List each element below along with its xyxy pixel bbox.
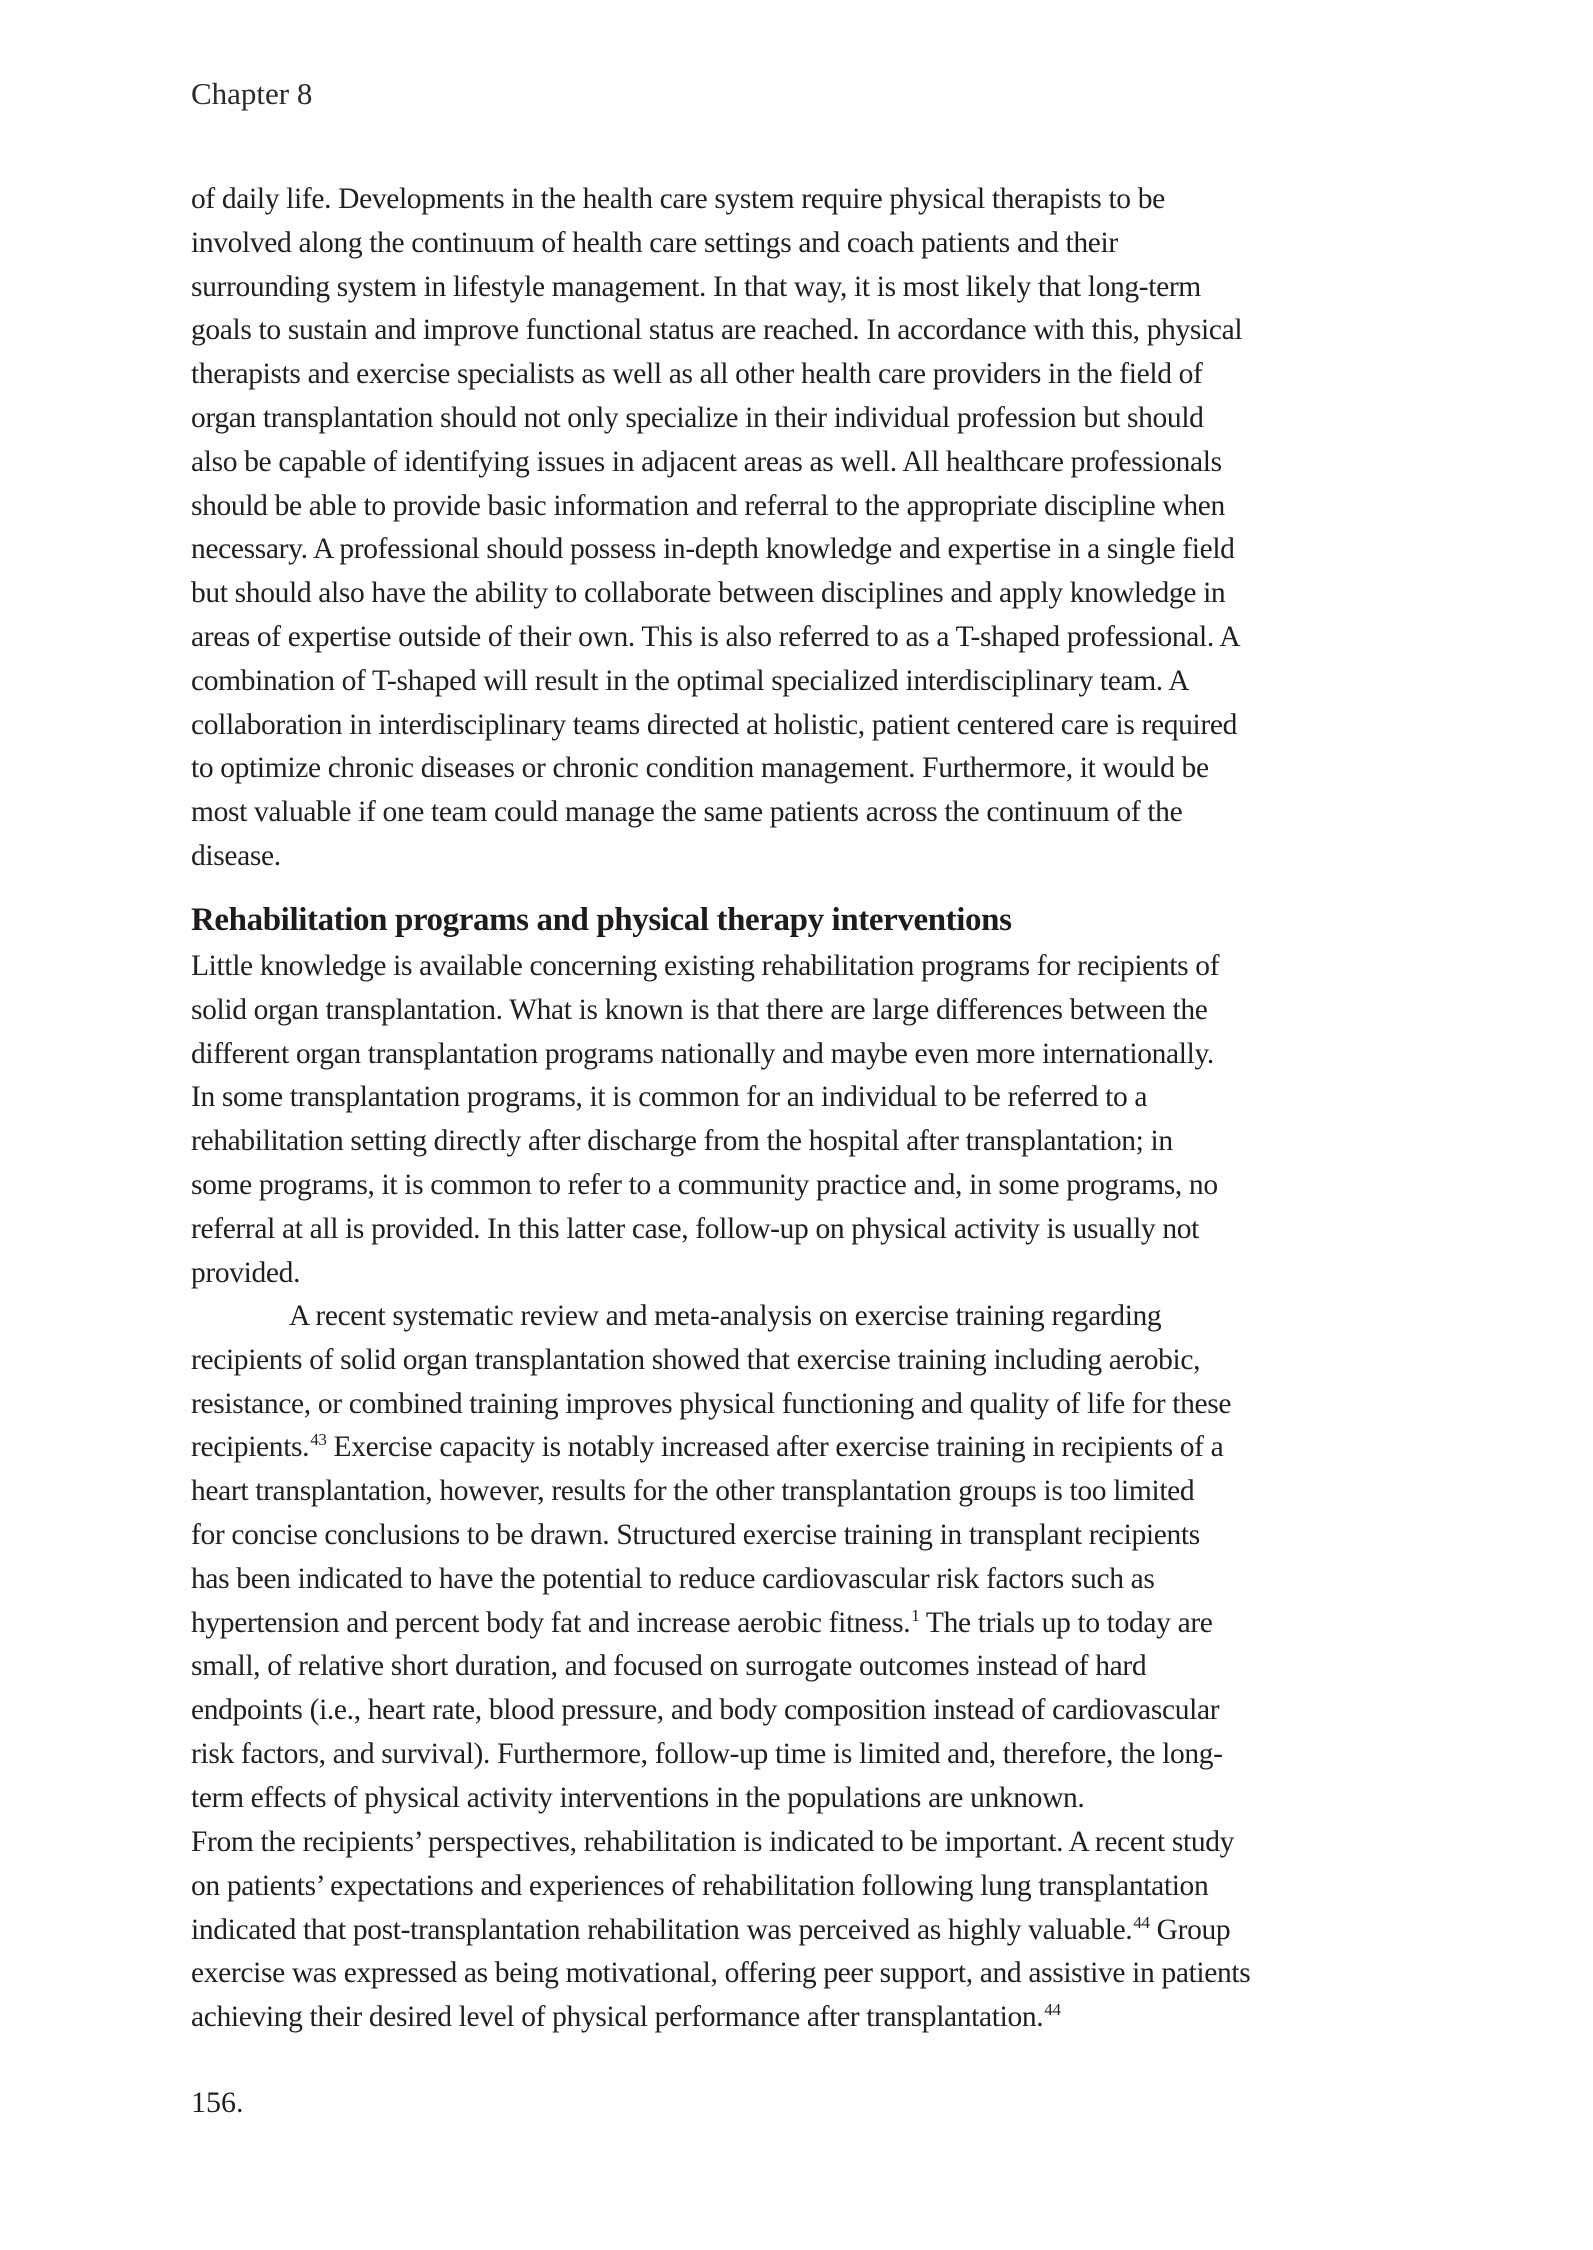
text-line: risk factors, and survival). Furthermore, follow-up time is limited and, therefore, the long-: [191, 1737, 1223, 1770]
text-line: involved along the continuum of health care settings and coach patients and their: [191, 226, 1118, 259]
text-line: of daily life. Developments in the health care system require physical therapists to be: [191, 183, 1165, 215]
text-line: collaboration in interdisciplinary teams directed at holistic, patient centered care is required: [191, 708, 1238, 741]
text-line: surrounding system in lifestyle management. In that way, it is most likely that long-term: [191, 270, 1201, 303]
text-line: on patients’ expectations and experiences of rehabilitation following lung transplantation: [191, 1869, 1209, 1902]
text-line: A recent systematic review and meta-analysis on exercise training regarding: [289, 1300, 1162, 1332]
citation-reference[interactable]: 1: [911, 1605, 920, 1625]
text-line: recipients of solid organ transplantation showed that exercise training including aerobic,: [191, 1343, 1201, 1376]
text-line: also be capable of identifying issues in adjacent areas as well. All healthcare professionals: [191, 445, 1222, 478]
text-line: for concise conclusions to be drawn. Structured exercise training in transplant recipients: [191, 1518, 1200, 1551]
text-run: The trials up to today are: [919, 1606, 1213, 1639]
text-line: resistance, or combined training improves physical functioning and quality of life for these: [191, 1387, 1232, 1420]
text-line: therapists and exercise specialists as well as all other health care providers in the field of: [191, 358, 1203, 391]
paragraph-continuation: [191, 178, 1421, 879]
page-number: 156.: [191, 2086, 244, 2119]
text-line: goals to sustain and improve functional status are reached. In accordance with this, physical: [191, 314, 1243, 347]
text-run: hypertension and percent body fat and increase aerobic fitness.: [191, 1606, 911, 1639]
text-line: referral at all is provided. In this latter case, follow-up on physical activity is usually not: [191, 1212, 1199, 1245]
text-line: but should also have the ability to collaborate between disciplines and apply knowledge in: [191, 577, 1226, 610]
text-line: provided.: [191, 1256, 301, 1289]
citation-reference[interactable]: 44: [1044, 2000, 1061, 2020]
text-run: recipients.: [191, 1431, 310, 1464]
text-line: most valuable if one team could manage the same patients across the continuum of the: [191, 796, 1183, 829]
text-line: combination of T-shaped will result in the optimal specialized interdisciplinary team. A: [191, 664, 1190, 697]
text-line: term effects of physical activity interventions in the populations are unknown.: [191, 1781, 1085, 1814]
paragraph: [191, 1295, 1421, 1821]
text-line: In some transplantation programs, it is common for an individual to be referred to a: [191, 1081, 1148, 1114]
section-heading: Rehabilitation programs and physical therapy interventions: [191, 902, 1012, 938]
text-run: indicated that post-transplantation rehabilitation was perceived as highly valuable.: [191, 1913, 1133, 1946]
text-line: exercise was expressed as being motivational, offering peer support, and assistive in patients: [191, 1957, 1251, 1990]
paragraph: [191, 1821, 1421, 2040]
text-line: disease.: [191, 839, 281, 872]
paragraph: [191, 945, 1421, 1295]
running-header: Chapter 8: [191, 76, 313, 111]
text-line: necessary. A professional should possess in-depth knowledge and expertise in a single field: [191, 533, 1235, 566]
text-line: areas of expertise outside of their own. This is also referred to as a T-shaped professional. A: [191, 620, 1241, 653]
text-line: [191, 1602, 1421, 1646]
text-line: rehabilitation setting directly after discharge from the hospital after transplantation; in: [191, 1125, 1173, 1158]
text-line: should be able to provide basic information and referral to the appropriate discipline when: [191, 489, 1225, 522]
text-run: achieving their desired level of physical performance after transplantation.: [191, 2001, 1044, 2034]
text-line: [191, 1996, 1421, 2040]
citation-reference[interactable]: 44: [1133, 1912, 1150, 1932]
text-line: solid organ transplantation. What is known is that there are large differences between the: [191, 993, 1208, 1026]
text-line: [191, 1909, 1421, 1953]
text-line: [191, 1426, 1421, 1470]
text-line: organ transplantation should not only specialize in their individual profession but should: [191, 401, 1204, 434]
text-line: Little knowledge is available concerning existing rehabilitation programs for recipients of: [191, 950, 1220, 982]
text-line: different organ transplantation programs nationally and maybe even more internationally.: [191, 1037, 1214, 1070]
citation-reference[interactable]: 43: [310, 1430, 327, 1450]
text-run: Exercise capacity is notably increased after exercise training in recipients of a: [326, 1431, 1224, 1464]
text-line: has been indicated to have the potential to reduce cardiovascular risk factors such as: [191, 1562, 1155, 1595]
text-line: From the recipients’ perspectives, rehabilitation is indicated to be important. A recent study: [191, 1826, 1235, 1858]
text-line: to optimize chronic diseases or chronic condition management. Furthermore, it would be: [191, 752, 1209, 785]
text-line: heart transplantation, however, results for the other transplantation groups is too limited: [191, 1475, 1195, 1508]
text-line: small, of relative short duration, and focused on surrogate outcomes instead of hard: [191, 1650, 1147, 1683]
text-line: some programs, it is common to refer to a community practice and, in some programs, no: [191, 1168, 1218, 1201]
text-run: Group: [1149, 1913, 1231, 1946]
text-line: endpoints (i.e., heart rate, blood pressure, and body composition instead of cardiovascular: [191, 1694, 1220, 1727]
